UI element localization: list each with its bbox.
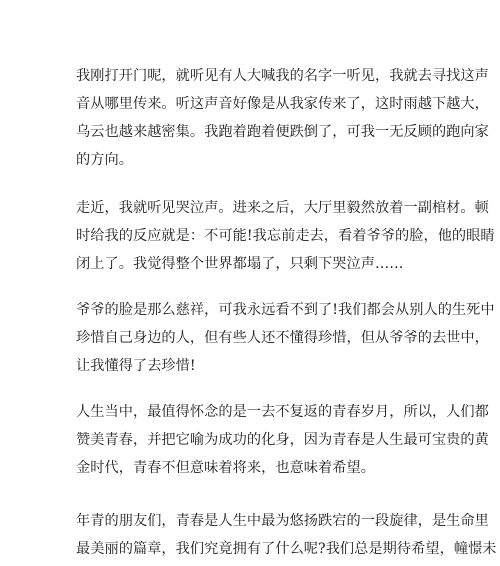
paragraph-line: 时给我的反应就是：不可能!我忘前走去，看着爷爷的脸，他的眼睛 [76, 228, 495, 244]
paragraph-line: 赞美青春，并把它喻为成功的化身，因为青春是人生最可宝贵的黄 [76, 432, 489, 448]
paragraph-4 [76, 398, 489, 482]
paragraph-line: 让我懂得了去珍惜! [76, 358, 196, 374]
paragraph-line: 人生当中，最值得怀念的是一去不复返的青春岁月，所以，人们都 [76, 404, 489, 420]
paragraph-line: 走近，我就听见哭泣声。进来之后，大厅里毅然放着一副棺材。顿 [76, 200, 489, 216]
paragraph-line: 音从哪里传来。听这声音好像是从我家传来了，这时雨越下越大， [76, 96, 489, 112]
paragraph-3 [76, 296, 495, 380]
paragraph-line: 最美丽的篇章，我们究竟拥有了什么呢?我们总是期待希望，幢憬未 [76, 541, 497, 557]
paragraph-line: 乌云也越来越密集。我跑着跑着便跌倒了，可我一无反顾的跑向家 [76, 124, 489, 140]
paragraph-line: 我刚打开门呢，就听见有人大喊我的名字一听见，我就去寻找这声 [76, 68, 489, 84]
paragraph-line: 的方向。 [76, 152, 133, 168]
paragraph-1 [76, 62, 489, 174]
paragraph-line: 闭上了。我觉得整个世界都塌了，只剩下哭泣声…… [76, 256, 404, 272]
paragraph-line: 年青的朋友们，青春是人生中最为悠扬跌宕的一段旋律，是生命里 [76, 513, 489, 529]
paragraph-line: 珍惜自己身边的人，但有些人还不懂得珍惜，但从爷爷的去世中， [76, 330, 489, 346]
paragraph-5 [76, 507, 497, 563]
paragraph-line: 爷爷的脸是那么慈祥，可我永远看不到了!我们都会从别人的生死中 [76, 302, 495, 318]
paragraph-2 [76, 194, 495, 278]
paragraph-line: 金时代，青春不但意味着将来，也意味着希望。 [76, 460, 375, 476]
